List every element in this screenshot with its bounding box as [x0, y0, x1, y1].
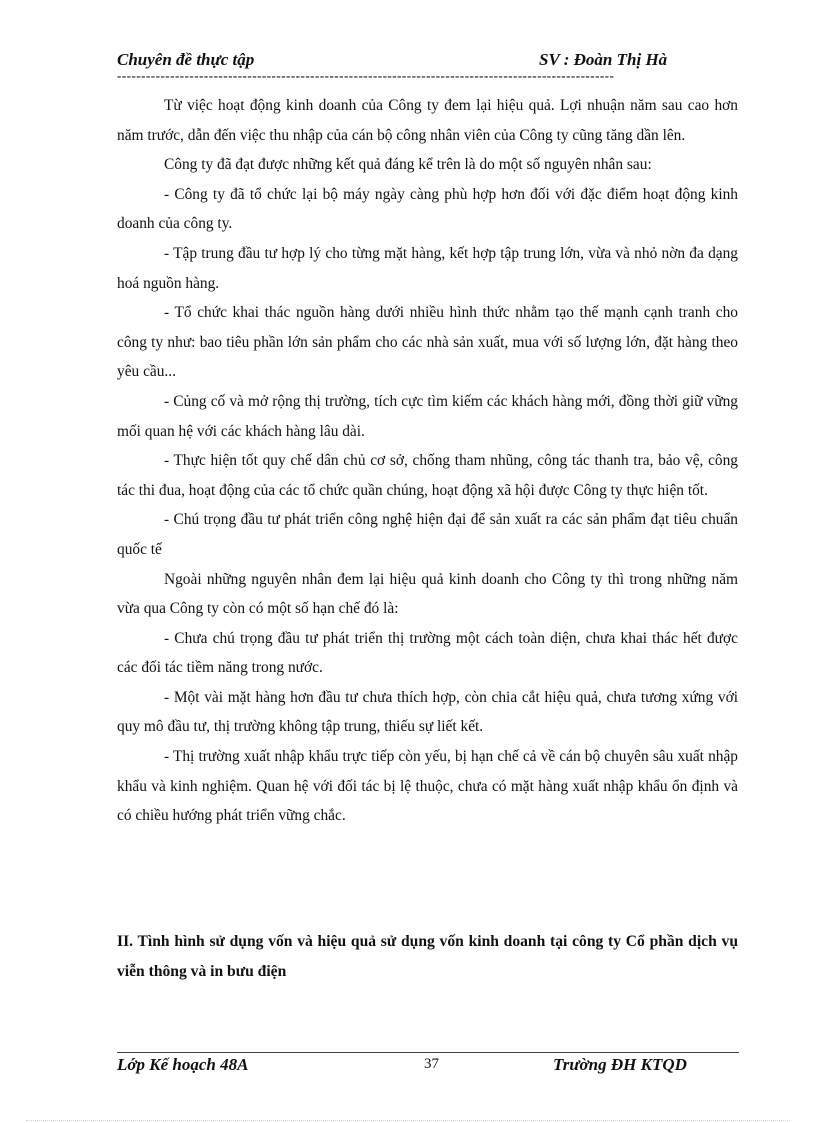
paragraph: Từ việc hoạt động kinh doanh của Công ty đem lại hiệu quả. Lợi nhuận năm sau cao hơn năm trước, dẫn đến việc thu nhập của cán bộ công nhân viên của Công ty cũng tăng dần lên. — [117, 97, 738, 144]
page-footer — [117, 1055, 739, 1077]
footer-rule — [117, 1052, 739, 1053]
body-text — [117, 91, 738, 831]
footer-school: Trường ĐH KTQD — [553, 1055, 687, 1074]
paragraph: - Chú trọng đầu tư phát triển công nghệ hiện đại để sản xuất ra các sản phẩm đạt tiêu chuẩn quốc tế — [117, 511, 738, 558]
header-title: Chuyên đề thực tập — [117, 50, 255, 69]
paragraph: - Một vài mặt hàng hơn đầu tư chưa thích hợp, còn chia cắt hiệu quả, chưa tương xứng với quy mô đầu tư, thị trường không tập trung, thiếu sự liết kết. — [117, 688, 738, 736]
paragraph: - Củng cố và mở rộng thị trường, tích cực tìm kiếm các khách hàng mới, đồng thời giữ vững mối quan hệ với các khách hàng lâu dài. — [117, 392, 738, 440]
paragraph: - Thị trường xuất nhập khẩu trực tiếp còn yếu, bị hạn chế cả về cán bộ chuyên sâu xuất nhập khẩu và kinh nghiệm. Quan hệ với đối tác bị lệ thuộc, chưa có mặt hàng xuất nhập khẩu ổn định và có chiều hướng phát triển vững chắc. — [117, 748, 738, 825]
paragraph: - Công ty đã tổ chức lại bộ máy ngày càng phù hợp hơn đối với đặc điểm hoạt động kinh doanh của công ty. — [117, 185, 738, 233]
header-dash-rule: ------------------------------------------------------------------------------------------------------- — [117, 70, 615, 82]
page-number: 37 — [424, 1056, 439, 1072]
paragraph: - Tổ chức khai thác nguồn hàng dưới nhiều hình thức nhằm tạo thế mạnh cạnh tranh cho công ty như: bao tiêu phần lớn sản phẩm cho các nhà sản xuất, mua với số lượng lớn, đặt hàng theo yêu cầu... — [117, 304, 738, 381]
paragraph: Công ty đã đạt được những kết quả đáng kể trên là do một số nguyên nhân sau: — [164, 156, 652, 174]
paragraph: - Chưa chú trọng đầu tư phát triển thị trường một cách toàn diện, chưa khai thác hết được các đối tác tiềm năng trong nước. — [117, 629, 738, 677]
paragraph: - Tập trung đầu tư hợp lý cho từng mặt hàng, kết hợp tập trung lớn, vừa và nhỏ nờn đa dạng hoá nguồn hàng. — [117, 244, 738, 292]
paragraph: - Thực hiện tốt quy chế dân chủ cơ sở, chống tham nhũng, công tác thanh tra, bảo vệ, công tác thi đua, hoạt động của các tổ chức quần chúng, hoạt động xã hội được Công ty thực hiện tốt. — [117, 452, 738, 499]
section-heading: II. Tình hình sử dụng vốn và hiệu quả sử dụng vốn kinh doanh tại công ty Cổ phần dịch vụ viễn thông và in bưu điện — [117, 933, 738, 980]
paragraph: Ngoài những nguyên nhân đem lại hiệu quả kinh doanh cho Công ty thì trong những năm vừa qua Công ty còn có một số hạn chế đó là: — [117, 570, 738, 618]
page-header — [117, 50, 707, 72]
footer-class: Lớp Kế hoạch 48A — [117, 1055, 249, 1074]
page-edge-dots — [26, 1120, 790, 1121]
header-author: SV : Đoàn Thị Hà — [539, 50, 668, 69]
